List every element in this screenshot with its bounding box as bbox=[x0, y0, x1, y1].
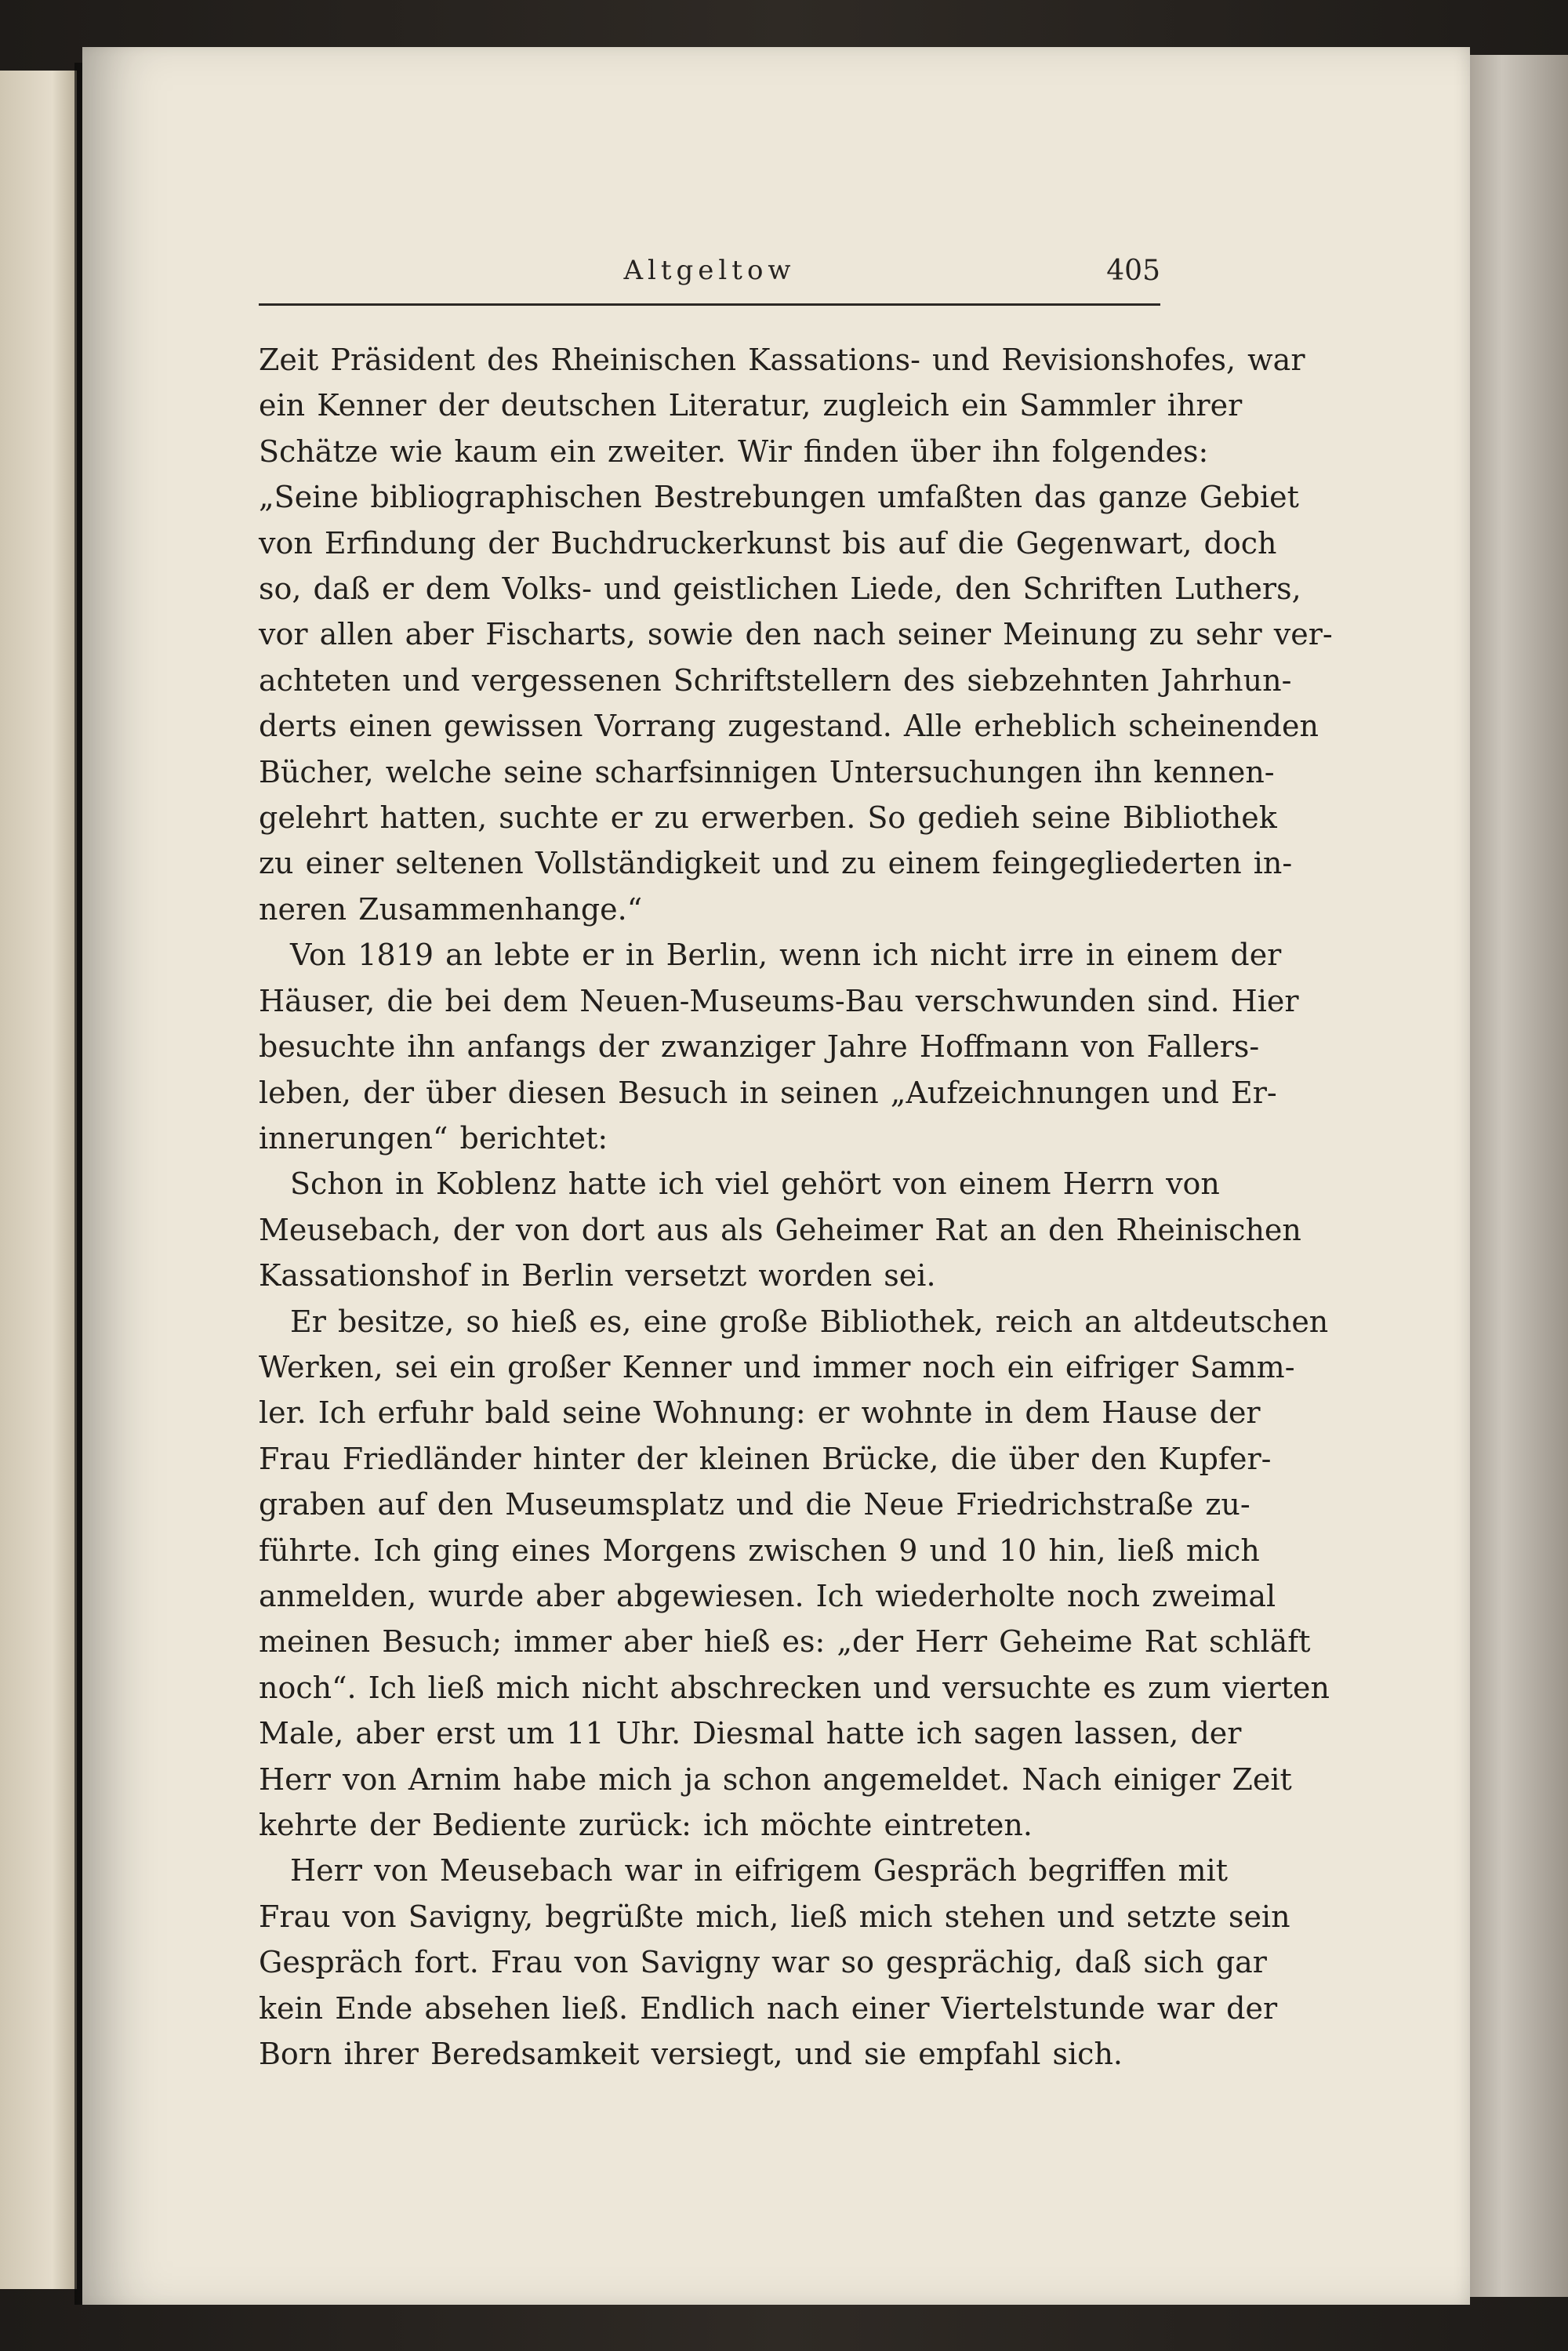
text-line: Werken, sei ein großer Kenner und immer noch ein eifriger Samm- bbox=[259, 1349, 1295, 1384]
text-line: Herr von Arnim habe mich ja schon angemeldet. Nach einiger Zeit bbox=[259, 1761, 1292, 1797]
text-line: führte. Ich ging eines Morgens zwischen 9 und 10 hin, ließ mich bbox=[259, 1533, 1260, 1568]
running-header bbox=[259, 255, 1160, 310]
text-line: Schon in Koblenz hatte ich viel gehört von einem Herrn von bbox=[290, 1166, 1220, 1202]
text-line: Frau von Savigny, begrüßte mich, ließ mich stehen und setzte sein bbox=[259, 1899, 1290, 1934]
book-cover-edge bbox=[1466, 55, 1568, 2297]
text-line: Schätze wie kaum ein zweiter. Wir finden über ihn folgendes: bbox=[259, 434, 1209, 469]
text-line: achteten und vergessenen Schriftstellern des siebzehnten Jahrhun- bbox=[259, 662, 1292, 698]
text-line: Born ihrer Beredsamkeit versiegt, und sie empfahl sich. bbox=[259, 2037, 1123, 2072]
text-line: innerungen“ berichtet: bbox=[259, 1120, 608, 1156]
text-line: Er besitze, so hieß es, eine große Bibliothek, reich an altdeutschen bbox=[290, 1304, 1329, 1339]
left-page-edge bbox=[0, 71, 77, 2289]
page-number: 405 bbox=[1106, 255, 1160, 287]
text-line: besuchte ihn anfangs der zwanziger Jahre Hoffmann von Fallers- bbox=[259, 1029, 1260, 1065]
text-line: kein Ende absehen ließ. Endlich nach einer Viertelstunde war der bbox=[259, 1990, 1278, 2026]
text-line: ein Kenner der deutschen Literatur, zugleich ein Sammler ihrer bbox=[259, 388, 1243, 423]
text-line: Bücher, welche seine scharfsinnigen Untersuchungen ihn kennen- bbox=[259, 754, 1275, 789]
text-line: Zeit Präsident des Rheinischen Kassations- und Revisionshofes, war bbox=[259, 343, 1305, 377]
running-head-title: Altgeltow bbox=[623, 255, 796, 286]
text-line: Kassationshof in Berlin versetzt worden sei. bbox=[259, 1258, 936, 1293]
text-line: Frau Friedländer hinter der kleinen Brücke, die über den Kupfer- bbox=[259, 1441, 1272, 1476]
text-line: anmelden, wurde aber abgewiesen. Ich wiederholte noch zweimal bbox=[259, 1578, 1276, 1613]
text-line: Male, aber erst um 11 Uhr. Diesmal hatte ich sagen lassen, der bbox=[259, 1716, 1242, 1751]
text-line: vor allen aber Fischarts, sowie den nach seiner Meinung zu sehr ver- bbox=[259, 617, 1333, 652]
text-line: Gespräch fort. Frau von Savigny war so gesprächig, daß sich gar bbox=[259, 1945, 1267, 1980]
text-line: so, daß er dem Volks- und geistlichen Liede, den Schriften Luthers, bbox=[259, 571, 1301, 607]
text-line: Herr von Meusebach war in eifrigem Gespräch begriffen mit bbox=[290, 1853, 1228, 1888]
text-line: noch“. Ich ließ mich nicht abschrecken und versuchte es zum vierten bbox=[259, 1670, 1330, 1705]
text-line: meinen Besuch; immer aber hieß es: „der Herr Geheime Rat schläft bbox=[259, 1624, 1311, 1660]
text-line: ler. Ich erfuhr bald seine Wohnung: er wohnte in dem Hause der bbox=[259, 1395, 1261, 1431]
text-line: Häuser, die bei dem Neuen-Museums-Bau verschwunden sind. Hier bbox=[259, 983, 1299, 1018]
text-line: gelehrt hatten, suchte er zu erwerben. So gedieh seine Bibliothek bbox=[259, 800, 1277, 836]
text-line: zu einer seltenen Vollständigkeit und zu einem feingegliederten in- bbox=[259, 846, 1293, 881]
text-line: Von 1819 an lebte er in Berlin, wenn ich nicht irre in einem der bbox=[290, 938, 1282, 973]
text-line: kehrte der Bediente zurück: ich möchte eintreten. bbox=[259, 1808, 1033, 1842]
text-line: von Erfindung der Buchdruckerkunst bis auf die Gegenwart, doch bbox=[259, 525, 1277, 561]
header-rule bbox=[259, 303, 1160, 306]
text-line: graben auf den Museumsplatz und die Neue Friedrichstraße zu- bbox=[259, 1487, 1250, 1522]
text-line: Meusebach, der von dort aus als Geheimer Rat an den Rheinischen bbox=[259, 1212, 1301, 1247]
text-line: derts einen gewissen Vorrang zugestand. Alle erheblich scheinenden bbox=[259, 709, 1319, 744]
text-line: leben, der über diesen Besuch in seinen „Aufzeichnungen und Er- bbox=[259, 1075, 1277, 1110]
text-line: „Seine bibliographischen Bestrebungen umfaßten das ganze Gebiet bbox=[259, 480, 1299, 515]
text-line: neren Zusammenhange.“ bbox=[259, 891, 643, 927]
body-text bbox=[259, 337, 1333, 2077]
